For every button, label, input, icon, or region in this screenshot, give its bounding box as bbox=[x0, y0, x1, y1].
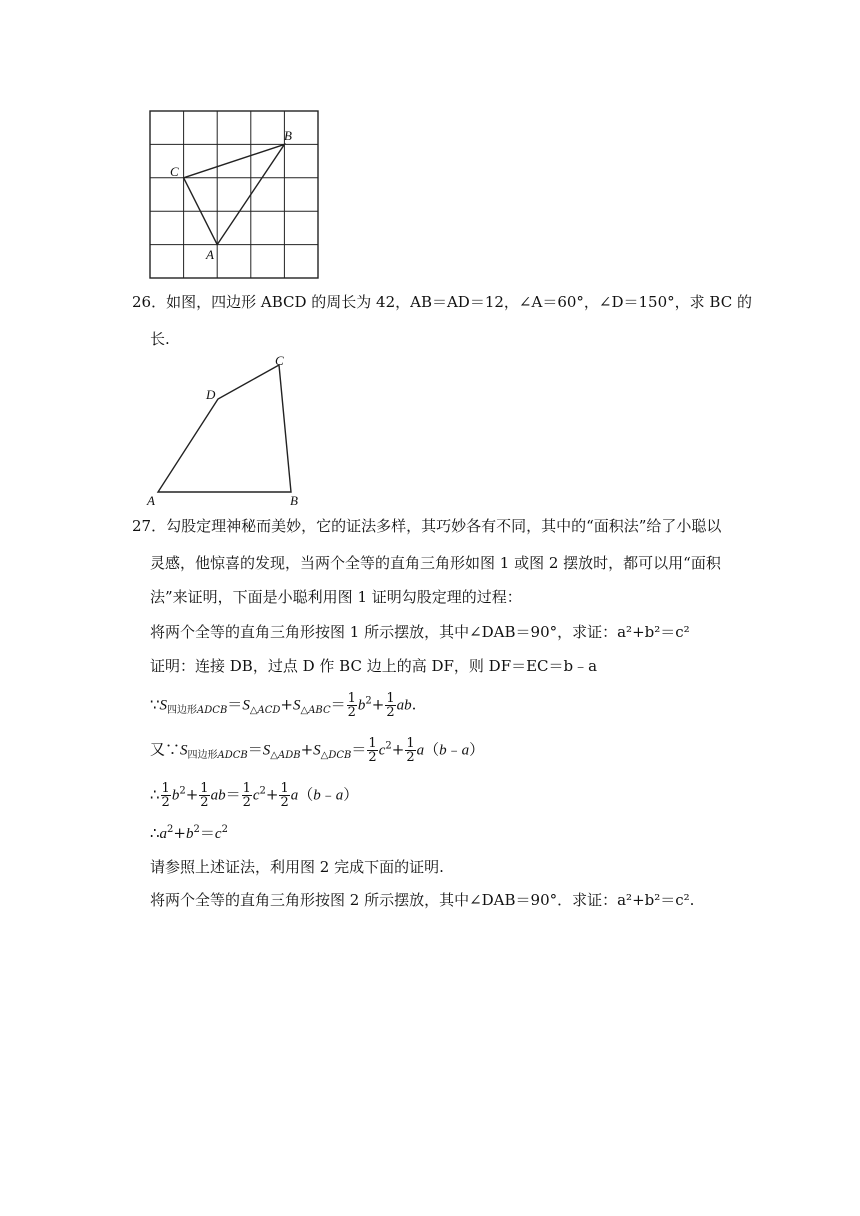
q26-text-line1: 如图，四边形 ABCD 的周长为 42，AB＝AD＝12，∠A＝60°，∠D＝150°，求 BC 的 bbox=[166, 293, 752, 311]
quadrilateral-figure bbox=[146, 352, 306, 508]
q27-para-line1: 勾股定理神秘而美妙，它的证法多样，其巧妙各有不同，其中的“面积法”给了小聪以 bbox=[166, 517, 722, 535]
q27-line1 bbox=[132, 516, 721, 536]
q27-step1: $\because S_{四边形ADCB}=S_{\triangle ACD}+S_{\triangle ABC}=$ $\frac{1}{2}$ $b^2+$ $\frac{1}{2}$ ab. bbox=[150, 691, 417, 720]
q27-setup: 将两个全等的直角三角形按图 1 所示摆放，其中∠DAB＝90°，求证：a²+b²＝c² bbox=[150, 623, 690, 641]
q27-para-line3: 法”来证明，下面是小聪利用图 1 证明勾股定理的过程： bbox=[150, 588, 522, 606]
quad-label-b: B bbox=[290, 493, 298, 508]
q27-step3: ∴ $\frac{1}{2}$ $b^2+$ $\frac{1}{2}$ ab＝ $\frac{1}{2}$ $c^2+$ $\frac{1}{2}$ a（b﹣a） bbox=[150, 781, 359, 810]
q26-line2: 长. bbox=[150, 330, 170, 348]
q26-line1 bbox=[132, 292, 752, 312]
grid-triangle bbox=[184, 144, 285, 244]
quad-label-c: C bbox=[275, 353, 284, 368]
q27-para-line2: 灵感，他惊喜的发现，当两个全等的直角三角形如图 1 或图 2 摆放时，都可以用“面积 bbox=[150, 554, 721, 572]
q27-step4: $\therefore a^2+b^2=c^2$ bbox=[150, 824, 228, 842]
quadrilateral-abcd bbox=[158, 365, 291, 492]
q27-task: 将两个全等的直角三角形按图 2 所示摆放，其中∠DAB＝90°．求证：a²+b²＝c². bbox=[150, 891, 695, 909]
quad-label-a: A bbox=[147, 493, 155, 508]
grid-label-c: C bbox=[170, 164, 179, 179]
q27-number: 27． bbox=[132, 517, 167, 535]
grid-figure bbox=[146, 108, 322, 280]
grid-label-a: A bbox=[206, 247, 214, 262]
q27-proof-start: 证明：连接 DB，过点 D 作 BC 边上的高 DF，则 DF＝EC＝b﹣a bbox=[150, 657, 598, 675]
quad-label-d: D bbox=[206, 387, 216, 402]
grid-label-b: B bbox=[284, 128, 292, 143]
q27-instruction: 请参照上述证法，利用图 2 完成下面的证明. bbox=[150, 858, 444, 876]
q27-step2: 又$\because S_{四边形ADCB}=S_{\triangle ADB}+S_{\triangle DCB}=$ $\frac{1}{2}$ $c^2+$ $\frac{1}{2}$ a（b﹣a） bbox=[150, 736, 485, 765]
q26-number: 26． bbox=[132, 293, 167, 311]
